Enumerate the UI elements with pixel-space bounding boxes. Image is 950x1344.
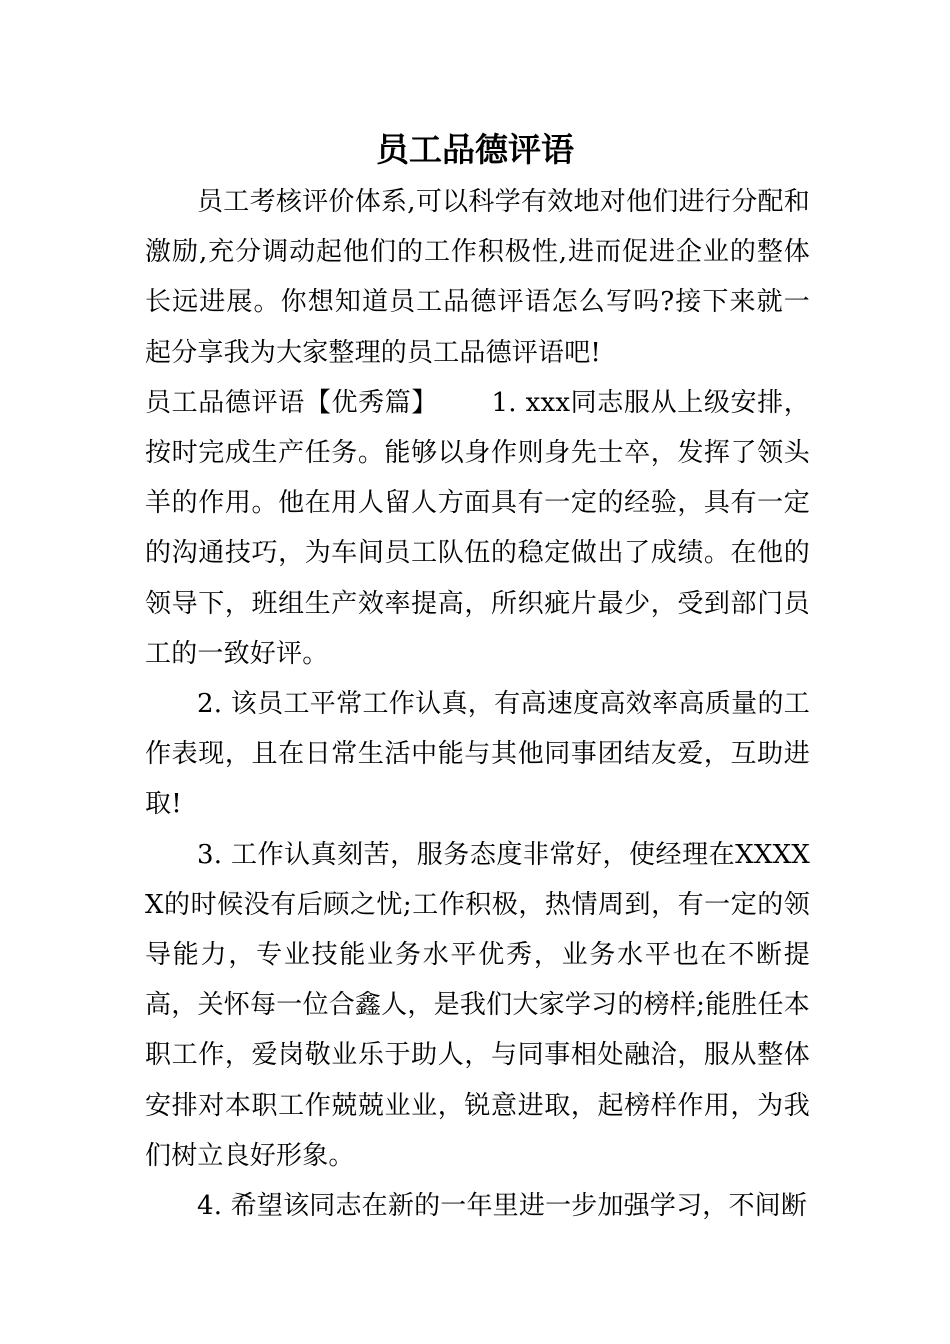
intro-paragraph: 员工考核评价体系,可以科学有效地对他们进行分配和激励,充分调动起他们的工作积极性,进而促进企业的整体长远进展。你想知道员工品德评语怎么写吗?接下来就一起分享我为大家整理的员工品德评语吧! — [145, 187, 810, 368]
document-title: 员工品德评语 — [376, 130, 574, 169]
comment-paragraph-4: 4. 希望该同志在新的一年里进一步加强学习，不间断 — [197, 1191, 808, 1222]
comment-paragraph-3: 3. 工作认真刻苦，服务态度非常好，使经理在XXXXX的时候没有后顾之忧;工作积极，热情周到，有一定的领导能力，专业技能业务水平优秀，业务水平也在不断提高，关怀每一位合鑫人，是我们大家学习的榜样;能胜任本职工作，爱岗敬业乐于助人，与同事相处融洽，服从整体安排对本职工作兢兢业业，锐意进取，起榜样作用，为我们树立良好形象。 — [145, 839, 810, 1171]
comment-paragraph-2: 2. 该员工平常工作认真，有高速度高效率高质量的工作表现，且在日常生活中能与其他同事团结友爱，互助进取! — [145, 689, 810, 820]
excellent-section-paragraph: 员工品德评语【优秀篇】 1. xxx同志服从上级安排，按时完成生产任务。能够以身作则身先士卒，发挥了领头羊的作用。他在用人留人方面具有一定的经验，具有一定的沟通技巧，为车间员工队伍的稳定做出了成绩。在他的领导下，班组生产效率提高，所织疵片最少，受到部门员工的一致好评。 — [145, 387, 810, 669]
document-body — [145, 177, 810, 1231]
